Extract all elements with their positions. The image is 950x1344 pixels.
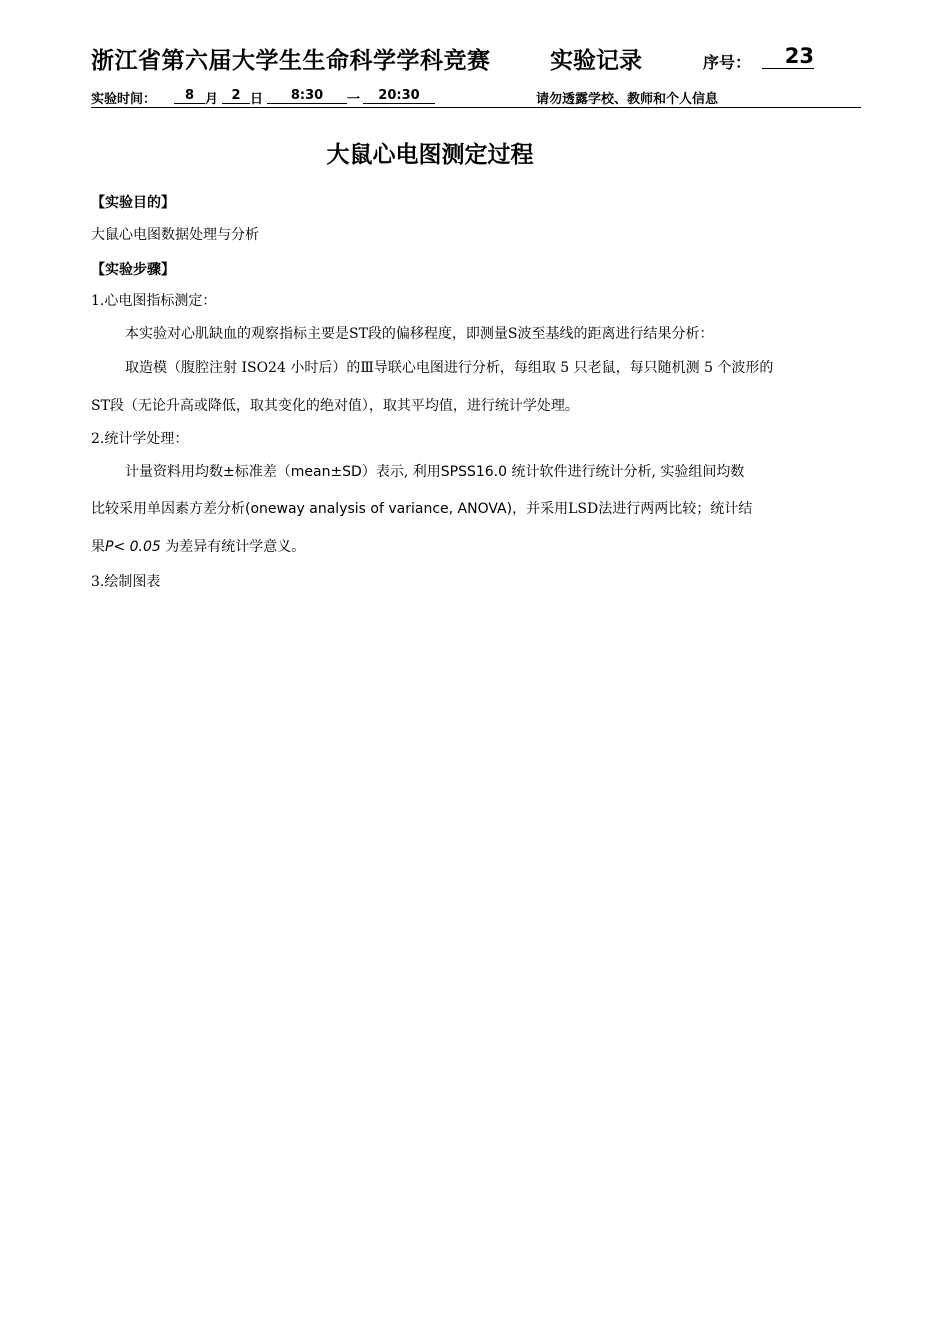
text-segment: ）表示 (361, 464, 404, 480)
time-label: 实验时间： (91, 92, 157, 107)
step1-paragraph2-line1: 取造模（腹腔注射 ISO24 小时后）的Ⅲ导联心电图进行分析，每组取 5 只老鼠，每只随机测 5 个波形的 (125, 360, 774, 376)
month-unit: 月 (205, 92, 219, 107)
text-segment: 统计软件进行统计分析 (507, 464, 652, 480)
step1-paragraph1: 本实验对心肌缺血的观察指标主要是ST段的偏移程度，即测量S波至基线的距离进行结果分析： (125, 326, 714, 342)
month-value: 8 (174, 88, 205, 104)
privacy-notice: 请勿透露学校、教师和个人信息 (536, 92, 719, 107)
purpose-heading: 【实验目的】 (91, 195, 175, 211)
text-segment: 为差异有统计学意义。 (160, 539, 306, 555)
header-title-row (91, 42, 861, 78)
step1-title: 1.心电图指标测定： (91, 293, 217, 309)
step2-line3 (91, 538, 861, 557)
text-segment: ，并采用LSD法进行两两比较；统计结 (512, 501, 753, 517)
record-label: 实验记录 (550, 48, 642, 74)
step2-title: 2.统计学处理： (91, 431, 189, 447)
text-segment: SPSS16.0 (440, 464, 508, 480)
text-segment: , 利用 (403, 464, 441, 480)
text-segment: 果 (91, 539, 105, 555)
text-segment: 计量资料用均数 (125, 464, 223, 480)
start-time: 8:30 (267, 88, 347, 104)
serial-number: 23 (762, 44, 814, 69)
text-segment: 标准差（ (234, 464, 291, 480)
header-divider (91, 107, 861, 108)
end-time: 20:30 (363, 88, 435, 104)
experiment-time-row (91, 88, 861, 108)
time-dash: 一 (347, 92, 361, 107)
competition-title: 浙江省第六届大学生生命科学学科竞赛 (91, 48, 491, 74)
step3-title: 3.绘制图表 (91, 574, 161, 590)
text-segment: ± (223, 464, 235, 480)
document-title: 大鼠心电图测定过程 (326, 142, 534, 168)
purpose-text: 大鼠心电图数据处理与分析 (91, 227, 259, 243)
step2-line2 (91, 500, 861, 519)
text-segment: mean±SD (290, 464, 362, 480)
step1-paragraph2-line2: ST段（无论升高或降低，取其变化的绝对值），取其平均值，进行统计学处理。 (91, 398, 579, 414)
day-value: 2 (222, 88, 250, 104)
text-segment: , 实验组间均数 (651, 464, 745, 480)
steps-heading: 【实验步骤】 (91, 262, 175, 278)
day-unit: 日 (250, 92, 264, 107)
serial-label: 序号： (703, 53, 752, 72)
text-segment: (oneway analysis of variance, ANOVA) (245, 501, 513, 517)
text-segment: 比较采用单因素方差分析 (91, 501, 245, 517)
step2-line1 (91, 463, 861, 482)
p-value-text: P< 0.05 (105, 539, 161, 555)
